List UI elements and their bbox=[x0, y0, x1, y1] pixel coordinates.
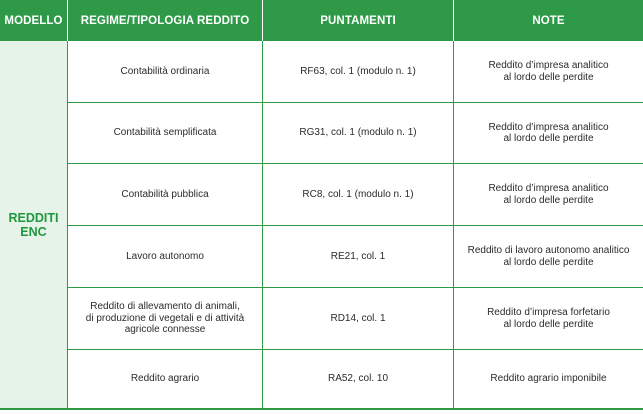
note-cell: Reddito d’impresa analitico al lordo delle perdite bbox=[488, 121, 609, 144]
table-row bbox=[68, 41, 643, 103]
table-row bbox=[68, 350, 643, 408]
regime-cell: Reddito di allevamento di animali, di produzione di vegetali e di attività agricole connesse bbox=[85, 301, 245, 336]
header-note: NOTE bbox=[532, 14, 565, 27]
regime-cell: Contabilità ordinaria bbox=[120, 65, 210, 77]
note-cell: Reddito d’impresa analitico al lordo delle perdite bbox=[488, 183, 609, 206]
table-row bbox=[68, 164, 643, 226]
table-row bbox=[68, 103, 643, 164]
table-bottom-rule bbox=[0, 408, 643, 410]
note-cell: Reddito d’impresa forfetario al lordo delle perdite bbox=[487, 307, 610, 330]
puntamenti-cell: RA52, col. 10 bbox=[327, 373, 389, 385]
header-puntamenti: PUNTAMENTI bbox=[320, 14, 396, 27]
table-header bbox=[0, 0, 643, 41]
note-cell: Reddito d’impresa analitico al lordo delle perdite bbox=[488, 60, 609, 83]
regime-cell: Contabilità pubblica bbox=[121, 188, 209, 200]
note-cell: Reddito di lavoro autonomo analitico al lordo delle perdite bbox=[467, 245, 630, 268]
modello-cell bbox=[0, 41, 67, 409]
note-cell: Reddito agrario imponibile bbox=[490, 373, 607, 385]
header-modello: MODELLO bbox=[4, 14, 63, 27]
table-row bbox=[68, 288, 643, 350]
puntamenti-cell: RE21, col. 1 bbox=[330, 250, 386, 262]
regime-cell: Contabilità semplificata bbox=[113, 127, 217, 139]
puntamenti-cell: RD14, col. 1 bbox=[330, 312, 386, 324]
modello-label: REDDITI ENC bbox=[8, 211, 59, 239]
regime-cell: Reddito agrario bbox=[130, 373, 200, 385]
puntamenti-cell: RC8, col. 1 (modulo n. 1) bbox=[302, 188, 414, 200]
table-row bbox=[68, 226, 643, 288]
header-regime: REGIME/TIPOLOGIA REDDITO bbox=[80, 14, 250, 27]
table-body bbox=[0, 41, 643, 414]
puntamenti-cell: RF63, col. 1 (modulo n. 1) bbox=[300, 65, 416, 77]
puntamenti-cell: RG31, col. 1 (modulo n. 1) bbox=[299, 127, 417, 139]
regime-cell: Lavoro autonomo bbox=[126, 250, 204, 262]
